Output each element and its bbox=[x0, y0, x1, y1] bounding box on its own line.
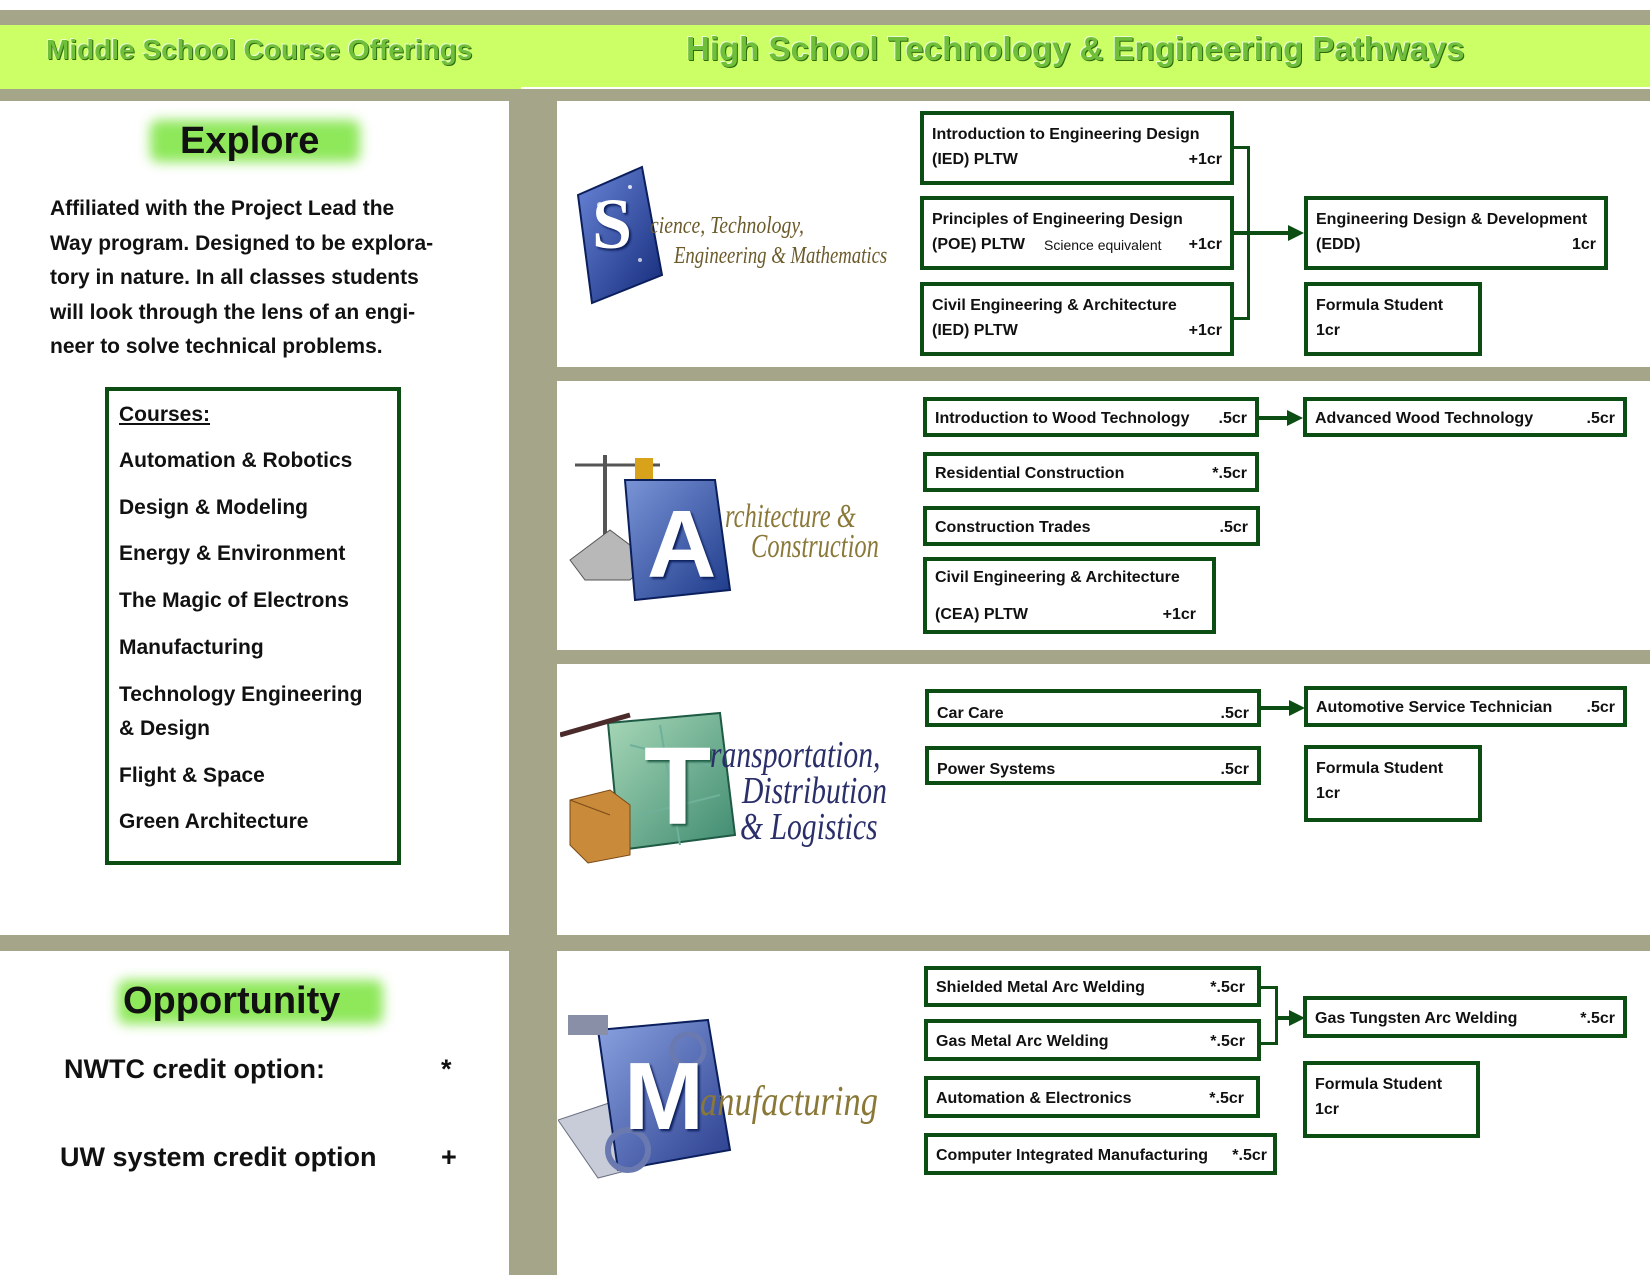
transportation-logo bbox=[560, 705, 920, 865]
course-name: Civil Engineering & Architecture bbox=[932, 297, 1177, 314]
manufacturing-logo-text-1: anufacturing bbox=[700, 1079, 878, 1125]
pathway-course-box bbox=[924, 1019, 1261, 1061]
vertical-divider bbox=[509, 101, 557, 1275]
pathway-course-box bbox=[920, 111, 1234, 185]
pathway-course-box bbox=[925, 689, 1261, 727]
course-credit: .5cr bbox=[1220, 705, 1249, 722]
course-item: Technology Engineering bbox=[119, 683, 363, 706]
course-name: Gas Tungsten Arc Welding bbox=[1315, 1010, 1518, 1027]
course-credit: *.5cr bbox=[1212, 465, 1247, 482]
nwtc-credit-label: NWTC credit option: bbox=[64, 1054, 325, 1084]
course-code: (IED) PLTW bbox=[932, 151, 1018, 168]
explore-line-5: neer to solve technical problems. bbox=[50, 335, 383, 358]
course-credit: *.5cr bbox=[1580, 1010, 1615, 1027]
course-credit: 1cr bbox=[1316, 785, 1341, 802]
course-credit: 1cr bbox=[1315, 1101, 1340, 1118]
course-name: Automation & Electronics bbox=[936, 1090, 1132, 1107]
course-name: Introduction to Wood Technology bbox=[935, 410, 1190, 427]
manufacturing-logo-letter: M bbox=[624, 1043, 704, 1150]
header-bottom-bar bbox=[0, 89, 1650, 101]
architecture-logo bbox=[565, 450, 915, 610]
opportunity-heading: Opportunity bbox=[123, 980, 341, 1022]
pathway-divider-3 bbox=[557, 935, 1650, 951]
course-name: Power Systems bbox=[937, 761, 1056, 778]
course-note: Science equivalent bbox=[1044, 237, 1162, 253]
architecture-logo-text-2: Construction bbox=[751, 528, 879, 565]
pathway-course-box bbox=[923, 397, 1259, 437]
course-credit: .5cr bbox=[1219, 519, 1248, 536]
explore-heading: Explore bbox=[180, 120, 320, 162]
transportation-logo-text-1: ransportation, bbox=[710, 734, 881, 776]
course-item: Manufacturing bbox=[119, 636, 264, 659]
course-item: The Magic of Electrons bbox=[119, 589, 349, 612]
course-name: Principles of Engineering Design bbox=[932, 211, 1183, 228]
course-credit: *.5cr bbox=[1209, 1090, 1244, 1107]
course-credit: 1cr bbox=[1316, 322, 1341, 339]
course-code: (IED) PLTW bbox=[932, 322, 1018, 339]
course-credit: .5cr bbox=[1586, 699, 1615, 716]
architecture-logo-letter: A bbox=[647, 491, 717, 598]
course-item: Green Architecture bbox=[119, 810, 309, 833]
course-name: Formula Student bbox=[1316, 760, 1444, 777]
course-item: Flight & Space bbox=[119, 764, 265, 787]
stem-logo-text-1: cience, Technology, bbox=[650, 213, 804, 239]
course-credit: +1cr bbox=[1188, 151, 1222, 168]
transportation-logo-text-3: & Logistics bbox=[740, 806, 878, 848]
pathway-course-box bbox=[924, 1133, 1277, 1175]
pathway-course-box bbox=[920, 196, 1234, 270]
arrow-head bbox=[1288, 225, 1304, 241]
manufacturing-logo bbox=[558, 1010, 918, 1180]
course-credit: *.5cr bbox=[1210, 979, 1245, 996]
course-name: Advanced Wood Technology bbox=[1315, 410, 1534, 427]
pathway-divider-2 bbox=[557, 650, 1650, 664]
stem-logo bbox=[570, 165, 915, 305]
course-name: Shielded Metal Arc Welding bbox=[936, 979, 1145, 996]
course-name: Formula Student bbox=[1315, 1076, 1443, 1093]
high-school-title: High School Technology & Engineering Pathways bbox=[686, 30, 1465, 67]
explore-line-1: Affiliated with the Project Lead the bbox=[50, 197, 395, 220]
pathway-course-box bbox=[923, 452, 1259, 492]
uw-credit-symbol: + bbox=[441, 1142, 457, 1172]
middle-school-title: Middle School Course Offerings bbox=[46, 34, 473, 65]
stem-logo-letter: S bbox=[592, 184, 633, 264]
pathway-course-box bbox=[920, 282, 1234, 356]
nwtc-credit-symbol: * bbox=[441, 1054, 452, 1084]
explore-line-3: tory in nature. In all classes students bbox=[50, 266, 419, 289]
arrow-head bbox=[1289, 700, 1305, 716]
course-credit: 1cr bbox=[1571, 236, 1596, 253]
pathway-course-box bbox=[1303, 996, 1627, 1038]
course-credit: *.5cr bbox=[1232, 1147, 1267, 1164]
transportation-logo-text-2: Distribution bbox=[742, 770, 887, 812]
course-name: Residential Construction bbox=[935, 465, 1125, 482]
pathway-course-box bbox=[1304, 282, 1482, 356]
pathway-course-box bbox=[924, 966, 1261, 1007]
course-name: Introduction to Engineering Design bbox=[932, 126, 1200, 143]
course-code: (CEA) PLTW bbox=[935, 606, 1029, 623]
course-credit: +1cr bbox=[1162, 606, 1196, 623]
course-item: & Design bbox=[119, 717, 211, 740]
uw-credit-label: UW system credit option bbox=[60, 1142, 377, 1172]
connector-line bbox=[1260, 231, 1290, 235]
arrow-head bbox=[1287, 410, 1303, 426]
course-item: Design & Modeling bbox=[119, 496, 308, 519]
pathway-course-box bbox=[1303, 397, 1627, 437]
pathway-divider-1 bbox=[557, 367, 1650, 381]
top-border-bar bbox=[0, 10, 1650, 25]
connector-line bbox=[1261, 706, 1291, 710]
explore-description bbox=[50, 192, 433, 365]
course-code: (POE) PLTW bbox=[932, 236, 1026, 253]
course-code: (EDD) bbox=[1316, 236, 1361, 253]
transportation-logo-letter: T bbox=[644, 725, 712, 848]
pathway-course-box bbox=[1304, 686, 1627, 727]
course-name: Gas Metal Arc Welding bbox=[936, 1033, 1109, 1050]
course-name: Formula Student bbox=[1316, 297, 1444, 314]
left-section-divider bbox=[0, 935, 509, 951]
course-credit: +1cr bbox=[1188, 236, 1222, 253]
course-credit: *.5cr bbox=[1210, 1033, 1245, 1050]
architecture-logo-text-1: rchitecture & bbox=[725, 498, 856, 535]
course-name: Engineering Design & Development bbox=[1316, 211, 1588, 228]
pathway-course-box bbox=[923, 557, 1216, 634]
explore-line-2: Way program. Designed to be explora- bbox=[50, 231, 434, 255]
course-credit: .5cr bbox=[1586, 410, 1615, 427]
course-name: Computer Integrated Manufacturing bbox=[936, 1147, 1209, 1164]
course-credit: .5cr bbox=[1218, 410, 1247, 427]
course-name: Construction Trades bbox=[935, 519, 1091, 536]
courses-label: Courses: bbox=[119, 403, 211, 426]
course-name: Automotive Service Technician bbox=[1316, 699, 1553, 716]
course-name: Car Care bbox=[937, 705, 1004, 722]
course-item: Energy & Environment bbox=[119, 542, 346, 565]
course-credit: +1cr bbox=[1188, 322, 1222, 339]
course-item: Automation & Robotics bbox=[119, 449, 353, 472]
pathway-course-box bbox=[1304, 196, 1608, 270]
pathway-course-box bbox=[924, 1076, 1260, 1118]
course-name: Civil Engineering & Architecture bbox=[935, 569, 1180, 586]
pathway-course-box bbox=[925, 746, 1261, 785]
stem-logo-text-2: Engineering & Mathematics bbox=[674, 243, 888, 269]
explore-line-4: will look through the lens of an engi- bbox=[50, 300, 416, 324]
courses-box bbox=[105, 387, 401, 865]
pathway-course-box bbox=[1303, 1061, 1480, 1138]
course-credit: .5cr bbox=[1220, 761, 1249, 778]
connector-line bbox=[1259, 416, 1289, 420]
pathway-course-box bbox=[923, 506, 1260, 546]
pathway-course-box bbox=[1304, 745, 1482, 822]
